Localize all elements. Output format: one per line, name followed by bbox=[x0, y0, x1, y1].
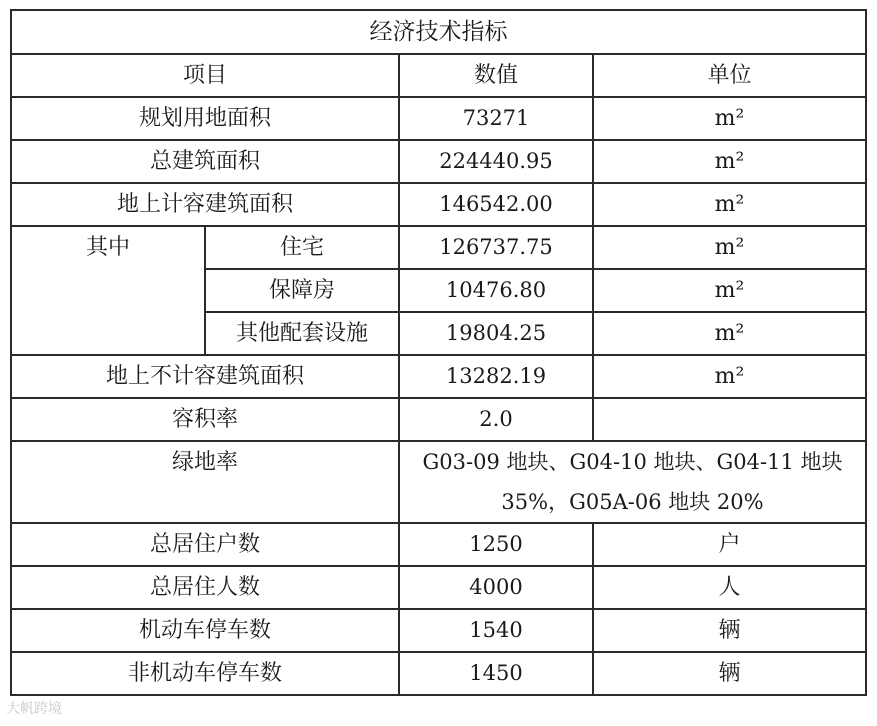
green-ratio-note: G03-09 地块、G04-10 地块、G04-11 地块 35%，G05A-06 地块 20% bbox=[399, 441, 866, 523]
row-label: 非机动车停车数 bbox=[11, 652, 399, 695]
row-value: 73271 bbox=[399, 97, 593, 140]
table-row bbox=[11, 355, 866, 398]
row-unit: 人 bbox=[593, 566, 866, 609]
table-title-row bbox=[11, 10, 866, 54]
table-row bbox=[11, 609, 866, 652]
table-row bbox=[11, 183, 866, 226]
row-unit: 户 bbox=[593, 523, 866, 566]
row-label: 其他配套设施 bbox=[205, 312, 399, 355]
row-unit: m² bbox=[593, 183, 866, 226]
row-label: 地上不计容建筑面积 bbox=[11, 355, 399, 398]
row-unit: m² bbox=[593, 312, 866, 355]
row-label: 住宅 bbox=[205, 226, 399, 269]
table-row bbox=[11, 140, 866, 183]
header-unit: 单位 bbox=[593, 54, 866, 97]
row-label: 总建筑面积 bbox=[11, 140, 399, 183]
row-value: 13282.19 bbox=[399, 355, 593, 398]
table-row bbox=[11, 652, 866, 695]
row-value: 1450 bbox=[399, 652, 593, 695]
row-unit: 辆 bbox=[593, 652, 866, 695]
row-label: 总居住人数 bbox=[11, 566, 399, 609]
row-value: 1250 bbox=[399, 523, 593, 566]
row-value: 146542.00 bbox=[399, 183, 593, 226]
row-label: 总居住户数 bbox=[11, 523, 399, 566]
row-unit: m² bbox=[593, 269, 866, 312]
row-unit: m² bbox=[593, 140, 866, 183]
row-label: 地上计容建筑面积 bbox=[11, 183, 399, 226]
table-row bbox=[11, 398, 866, 441]
watermark: 大帆跨境 bbox=[6, 701, 62, 717]
row-value: 1540 bbox=[399, 609, 593, 652]
row-label: 容积率 bbox=[11, 398, 399, 441]
row-unit: m² bbox=[593, 226, 866, 269]
row-unit: m² bbox=[593, 97, 866, 140]
row-label: 绿地率 bbox=[11, 441, 399, 523]
header-row bbox=[11, 54, 866, 97]
row-unit: 辆 bbox=[593, 609, 866, 652]
row-label: 保障房 bbox=[205, 269, 399, 312]
economic-indicators-table bbox=[10, 9, 867, 696]
table-row bbox=[11, 566, 866, 609]
table-row bbox=[11, 226, 866, 269]
row-value: 4000 bbox=[399, 566, 593, 609]
row-label: 规划用地面积 bbox=[11, 97, 399, 140]
table-row-green bbox=[11, 441, 866, 523]
group-label: 其中 bbox=[11, 226, 205, 355]
table-row bbox=[11, 97, 866, 140]
row-value: 2.0 bbox=[399, 398, 593, 441]
row-unit bbox=[593, 398, 866, 441]
row-label: 机动车停车数 bbox=[11, 609, 399, 652]
row-unit: m² bbox=[593, 355, 866, 398]
table-row bbox=[11, 523, 866, 566]
row-value: 19804.25 bbox=[399, 312, 593, 355]
row-value: 126737.75 bbox=[399, 226, 593, 269]
row-value: 224440.95 bbox=[399, 140, 593, 183]
header-item: 项目 bbox=[11, 54, 399, 97]
header-value: 数值 bbox=[399, 54, 593, 97]
row-value: 10476.80 bbox=[399, 269, 593, 312]
table-title: 经济技术指标 bbox=[11, 10, 866, 54]
